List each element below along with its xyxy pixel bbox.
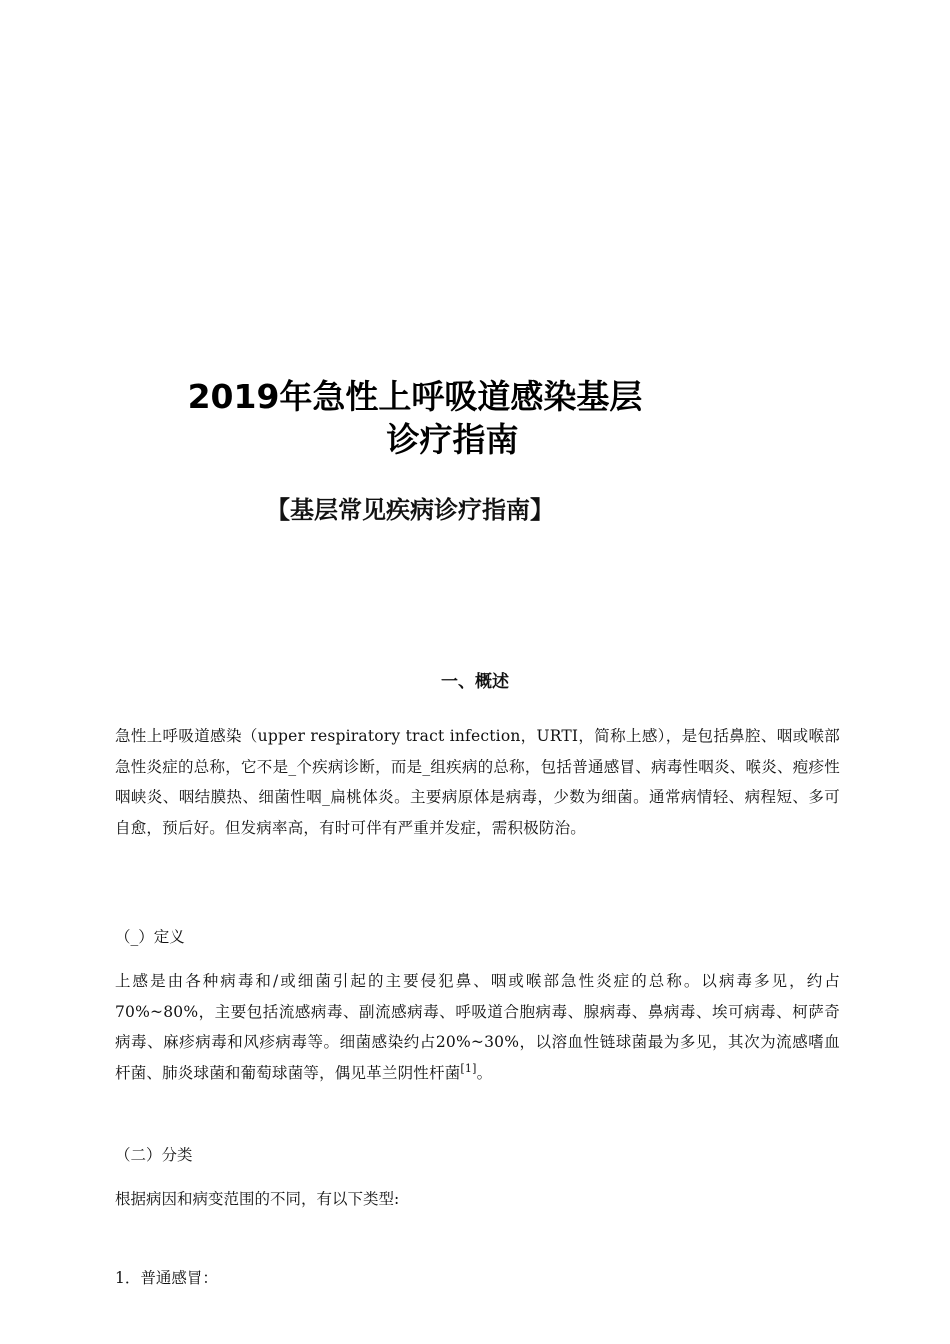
document-title-line-1: 2019年急性上呼吸道感染基层 xyxy=(187,377,643,416)
definition-heading: （_）定义 xyxy=(115,928,185,946)
definition-text: 上感是由各种病毒和/或细菌引起的主要侵犯鼻、咽或喉部急性炎症的总称。以病毒多见，约占70%~80%，主要包括流感病毒、副流感病毒、呼吸道合胞病毒、腺病毒、鼻病毒、埃可病毒、柯萨奇病毒、麻疹病毒和风疹病毒等。细菌感染约占20%~30%，以溶血性链球菌最为多见，其次为流感嗜血杆菌、肺炎球菌和葡萄球菌等，偶见革兰阴性杆菌 xyxy=(115,972,840,1082)
document-title-line-2: 诊疗指南 xyxy=(386,420,519,459)
classification-intro: 根据病因和病变范围的不同，有以下类型: xyxy=(115,1190,400,1208)
type-common-cold-label: 1．普通感冒： xyxy=(115,1269,218,1287)
citation-reference[interactable]: [1] xyxy=(460,1061,477,1075)
definition-end-punct: 。 xyxy=(476,1063,493,1082)
overview-paragraph: 急性上呼吸道感染（upper respiratory tract infection，URTI，简称上感），是包括鼻腔、咽或喉部急性炎症的总称，它不是_个疾病诊断，而是_组疾病的总称，包括普通感冒、病毒性咽炎、喉炎、疱疹性咽峡炎、咽结膜热、细菌性咽_扁桃体炎。主要病原体是病毒，少数为细菌。通常病情轻、病程短、多可自愈，预后好。但发病率高，有时可伴有严重并发症，需积极防治。 xyxy=(115,727,840,837)
document-subtitle: 【基层常见疾病诊疗指南】 xyxy=(266,496,554,524)
definition-paragraph xyxy=(115,966,840,1088)
section-heading-overview: 一、概述 xyxy=(441,672,509,692)
classification-heading: （二）分类 xyxy=(115,1146,193,1164)
